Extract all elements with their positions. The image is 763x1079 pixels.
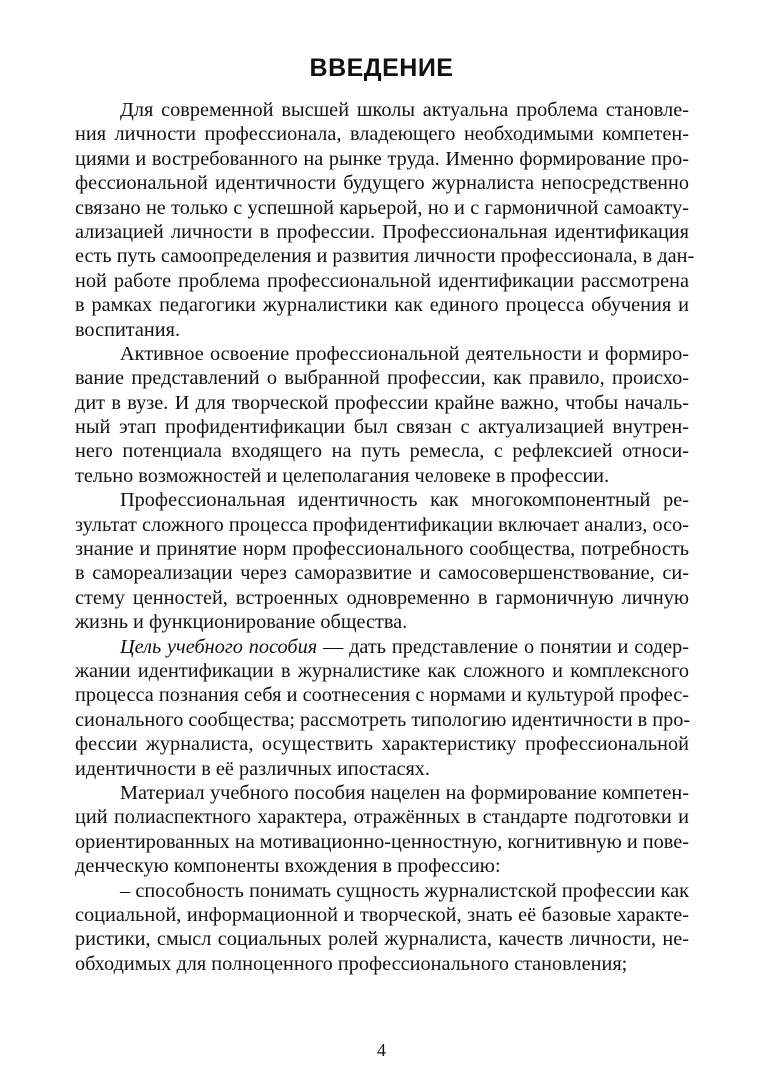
text-line bbox=[75, 635, 689, 659]
text-line: – способность понимать сущность журналистской профессии как bbox=[120, 879, 689, 902]
text-line: стему ценностей, встроенных одновременно в гармоничную личную bbox=[75, 586, 689, 609]
text-line: обходимых для полноценного профессионального становления; bbox=[75, 952, 628, 975]
text-line: ной работе проблема профессиональной идентификации рассмотрена bbox=[75, 269, 689, 292]
text-line: процесса познания себя и соотнесения с нормами и культурой профес- bbox=[75, 684, 689, 707]
text-line: фессиональной идентичности будущего журналиста непосредственно bbox=[75, 172, 689, 195]
text-line: Профессиональная идентичность как многокомпонентный ре- bbox=[120, 489, 689, 512]
text-line: вание представлений о выбранной профессии, как правило, происхо- bbox=[75, 367, 689, 390]
text-line: социальной, информационной и творческой, знать её базовые характе- bbox=[75, 903, 689, 926]
body-text bbox=[75, 98, 695, 976]
paragraph bbox=[75, 342, 689, 488]
text-line: знание и принятие норм профессионального сообщества, потребность bbox=[75, 538, 689, 561]
text-line: фессии журналиста, осуществить характеристику профессиональной bbox=[75, 733, 689, 756]
text-line: циями и востребованного на рынке труда. Именно формирование про- bbox=[75, 147, 689, 170]
text-line: зультат сложного процесса профидентификации включает анализ, осо- bbox=[75, 513, 689, 536]
text-line: сионального сообщества; рассмотреть типологию идентичности в про- bbox=[75, 708, 691, 731]
text-line: ориентированных на мотивационно-ценностную, когнитивную и пове- bbox=[75, 830, 689, 853]
text-fragment: — дать представление о понятии и содер- bbox=[317, 635, 689, 658]
paragraph bbox=[75, 488, 689, 634]
text-line: Активное освоение профессиональной деятельности и формиро- bbox=[120, 342, 689, 365]
text-line: ния личности профессионала, владеющего необходимыми компетен- bbox=[75, 123, 689, 146]
paragraph bbox=[75, 781, 689, 879]
text-line: Материал учебного пособия нацелен на формирование компетен- bbox=[120, 781, 689, 804]
paragraph bbox=[75, 635, 689, 781]
paragraph bbox=[75, 98, 695, 342]
text-line: дит в вузе. И для творческой профессии крайне важно, чтобы началь- bbox=[75, 391, 689, 414]
text-line: Для современной высшей школы актуальна проблема становле- bbox=[120, 99, 689, 121]
italic-phrase: Цель учебного пособия bbox=[120, 635, 318, 658]
text-line: жании идентификации в журналистике как сложного и комплексного bbox=[75, 659, 689, 682]
text-line: в самореализации через саморазвитие и самосовершенствование, си- bbox=[75, 562, 689, 585]
text-line: связано не только с успешной карьерой, но и с гармоничной самоакту- bbox=[75, 196, 689, 219]
text-line: воспитания. bbox=[75, 318, 181, 341]
text-line: тельно возможностей и целеполагания человеке в профессии. bbox=[75, 464, 610, 487]
text-line: него потенциала входящего на путь ремесла, с рефлексией относи- bbox=[75, 440, 689, 463]
text-line: ализацией личности в профессии. Профессиональная идентификация bbox=[75, 220, 689, 243]
page-number: 4 bbox=[377, 1040, 386, 1060]
page-title: ВВЕДЕНИЕ bbox=[309, 54, 454, 82]
text-line: в рамках педагогики журналистики как единого процесса обучения и bbox=[75, 294, 689, 317]
text-line: ный этап профидентификации был связан с актуализацией внутрен- bbox=[75, 416, 689, 439]
paragraph bbox=[75, 879, 689, 977]
text-line: идентичности в её различных ипостасях. bbox=[75, 757, 430, 780]
text-line: ристики, смысл социальных ролей журналиста, качеств личности, не- bbox=[75, 928, 689, 951]
text-line: ций полиаспектного характера, отражённых в стандарте подготовки и bbox=[75, 806, 689, 829]
text-line: есть путь самоопределения и развития личности профессионала, в дан- bbox=[75, 245, 695, 268]
text-line: жизнь и функционирование общества. bbox=[75, 611, 408, 634]
text-line: денческую компоненты вхождения в профессию: bbox=[75, 855, 501, 878]
